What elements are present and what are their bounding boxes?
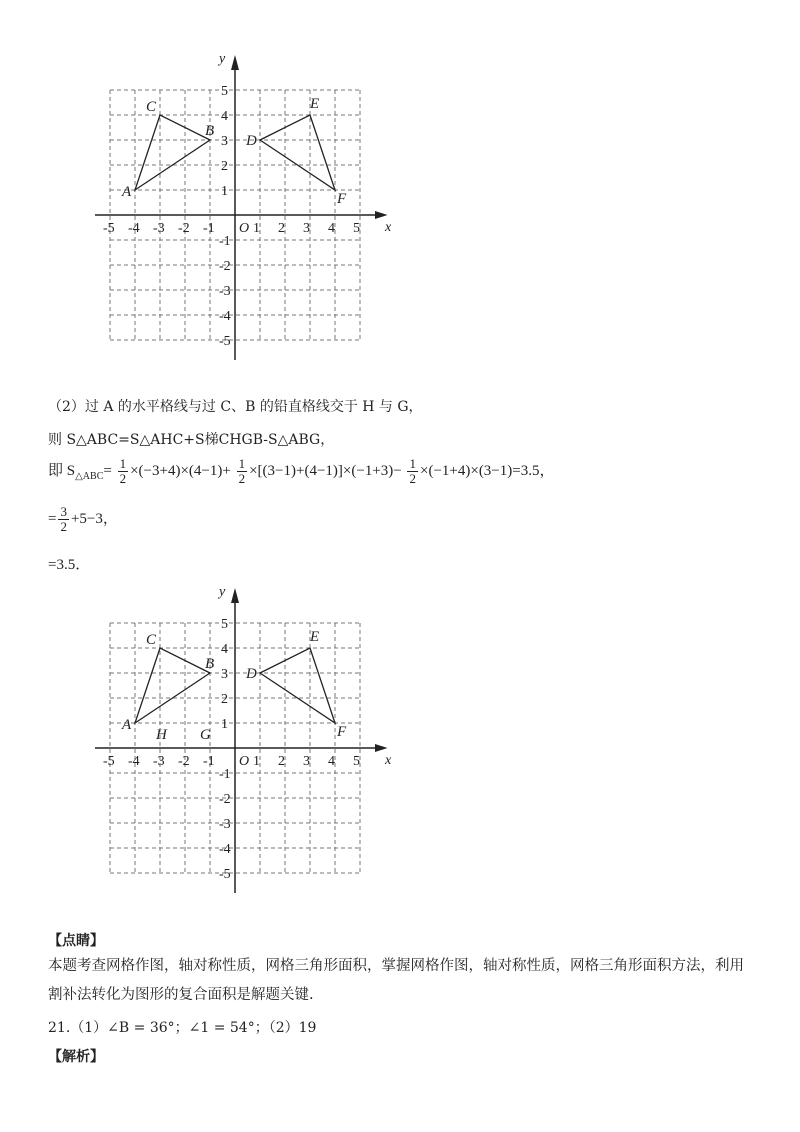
step2-rest: +5−3，: [70, 510, 118, 527]
calc-prefix: 即: [48, 462, 64, 479]
y-tick-label: 4: [221, 109, 228, 124]
x-tick-label: -1: [203, 221, 215, 236]
point-label-d: D: [246, 666, 257, 682]
y-tick-label: -3: [219, 284, 231, 299]
y-tick-label: -4: [219, 309, 231, 324]
point-label-f: F: [337, 724, 347, 740]
calc-line: [48, 457, 554, 486]
area-symbol: $S_{\triangle ABC}=$: [66, 462, 112, 482]
point-label-c: C: [146, 632, 157, 648]
y-tick-label: 2: [221, 159, 228, 174]
analysis-title: 【解析】: [48, 1049, 104, 1065]
x-tick-label: 1: [253, 754, 260, 769]
y-tick-label: -5: [219, 334, 231, 349]
y-tick-label: 1: [221, 717, 228, 732]
x-axis-label: x: [385, 220, 392, 235]
point-label-h: H: [156, 727, 167, 743]
y-tick-label: -2: [219, 259, 231, 274]
x-tick-label: -4: [128, 754, 140, 769]
x-tick-label: -4: [128, 221, 140, 236]
y-tick-label: -1: [219, 767, 231, 782]
y-tick-label: 3: [221, 667, 228, 682]
step2-eq: =: [48, 510, 57, 527]
y-tick-label: -5: [219, 867, 231, 882]
y-tick-label: 5: [221, 617, 228, 632]
y-axis-label: y: [219, 51, 226, 67]
point-label-b: B: [205, 123, 215, 139]
y-tick-label: 3: [221, 134, 228, 149]
triangle-def: [260, 648, 335, 723]
point-label-a: A: [122, 184, 132, 200]
x-tick-label: 4: [328, 221, 335, 236]
x-tick-label: 5: [353, 754, 360, 769]
point-label-d: D: [246, 133, 257, 149]
x-axis-label: x: [385, 753, 392, 768]
x-tick-label: -3: [153, 221, 165, 236]
step3-line: =3.5．: [48, 557, 91, 573]
y-tick-label: -4: [219, 842, 231, 857]
y-axis-label: y: [219, 584, 226, 600]
y-tick-label: 2: [221, 692, 228, 707]
point-label-f: F: [337, 191, 347, 207]
triangle-def: [260, 115, 335, 190]
x-axis-arrow: [375, 744, 388, 752]
fraction-half-1: $\frac{1}{2}$: [119, 456, 127, 486]
x-tick-label: 3: [303, 221, 310, 236]
y-tick-label: 4: [221, 642, 228, 657]
coordinate-grid-1: [60, 40, 400, 360]
y-tick-label: -1: [219, 234, 231, 249]
x-tick-label: 5: [353, 221, 360, 236]
triangle-abc: [135, 648, 210, 723]
x-tick-label: -2: [178, 754, 190, 769]
fraction-three-halves: $\frac{3}{2}$: [60, 504, 67, 534]
formula-line: 则 S△ABC=S△AHC+S梯CHGB-S△ABG，: [48, 432, 335, 448]
point-label-e: E: [310, 96, 320, 112]
y-tick-label: -2: [219, 792, 231, 807]
triangle-abc: [135, 115, 210, 190]
point-label-b: B: [205, 656, 215, 672]
x-axis-arrow: [375, 211, 388, 219]
fraction-half-3: $\frac{1}{2}$: [409, 456, 416, 486]
x-tick-label: 2: [278, 754, 285, 769]
part2-intro: （2）过 A 的水平格线与过 C、B 的铅直格线交于 H 与 G，: [48, 399, 423, 415]
calc-body2: ×[(3−1)+(4−1)]×(−1+3)−: [249, 462, 402, 479]
calc-body3: ×(−1+4)×(3−1)=3.5，: [419, 462, 555, 479]
fraction-half-2: $\frac{1}{2}$: [238, 456, 246, 486]
x-tick-label: -5: [103, 754, 115, 769]
coordinate-figure-2: [60, 573, 400, 893]
calc-body: ×(−3+4)×(4−1)+: [130, 462, 231, 479]
point-label-e: E: [310, 629, 320, 645]
x-tick-label: -3: [153, 754, 165, 769]
y-tick-label: -3: [219, 817, 231, 832]
coordinate-figure-1: [60, 40, 400, 360]
x-tick-label: 3: [303, 754, 310, 769]
x-tick-label: -1: [203, 754, 215, 769]
y-axis-arrow: [231, 55, 239, 70]
x-tick-label: O: [239, 754, 250, 769]
x-tick-label: 1: [253, 221, 260, 236]
question-21-answer: 21.（1）∠B = 36°；∠1 = 54°；（2）19: [48, 1020, 317, 1036]
x-tick-label: 4: [328, 754, 335, 769]
comment-body: 本题考查网格作图，轴对称性质，网格三角形面积，掌握网格作图，轴对称性质，网格三角形面积方法，利用割补法转化为图形的复合面积是解题关键.: [48, 958, 744, 1003]
point-label-c: C: [146, 99, 157, 115]
y-axis-arrow: [231, 588, 239, 603]
point-label-a: A: [122, 717, 132, 733]
y-tick-label: 1: [221, 184, 228, 199]
coordinate-grid-2: [60, 573, 400, 893]
point-label-g: G: [200, 727, 211, 743]
step2-line: [48, 505, 118, 534]
x-tick-label: O: [239, 221, 250, 236]
x-tick-label: -5: [103, 221, 115, 236]
x-tick-label: 2: [278, 221, 285, 236]
x-tick-label: -2: [178, 221, 190, 236]
comment-title: 【点睛】: [48, 933, 104, 949]
y-tick-label: 5: [221, 84, 228, 99]
